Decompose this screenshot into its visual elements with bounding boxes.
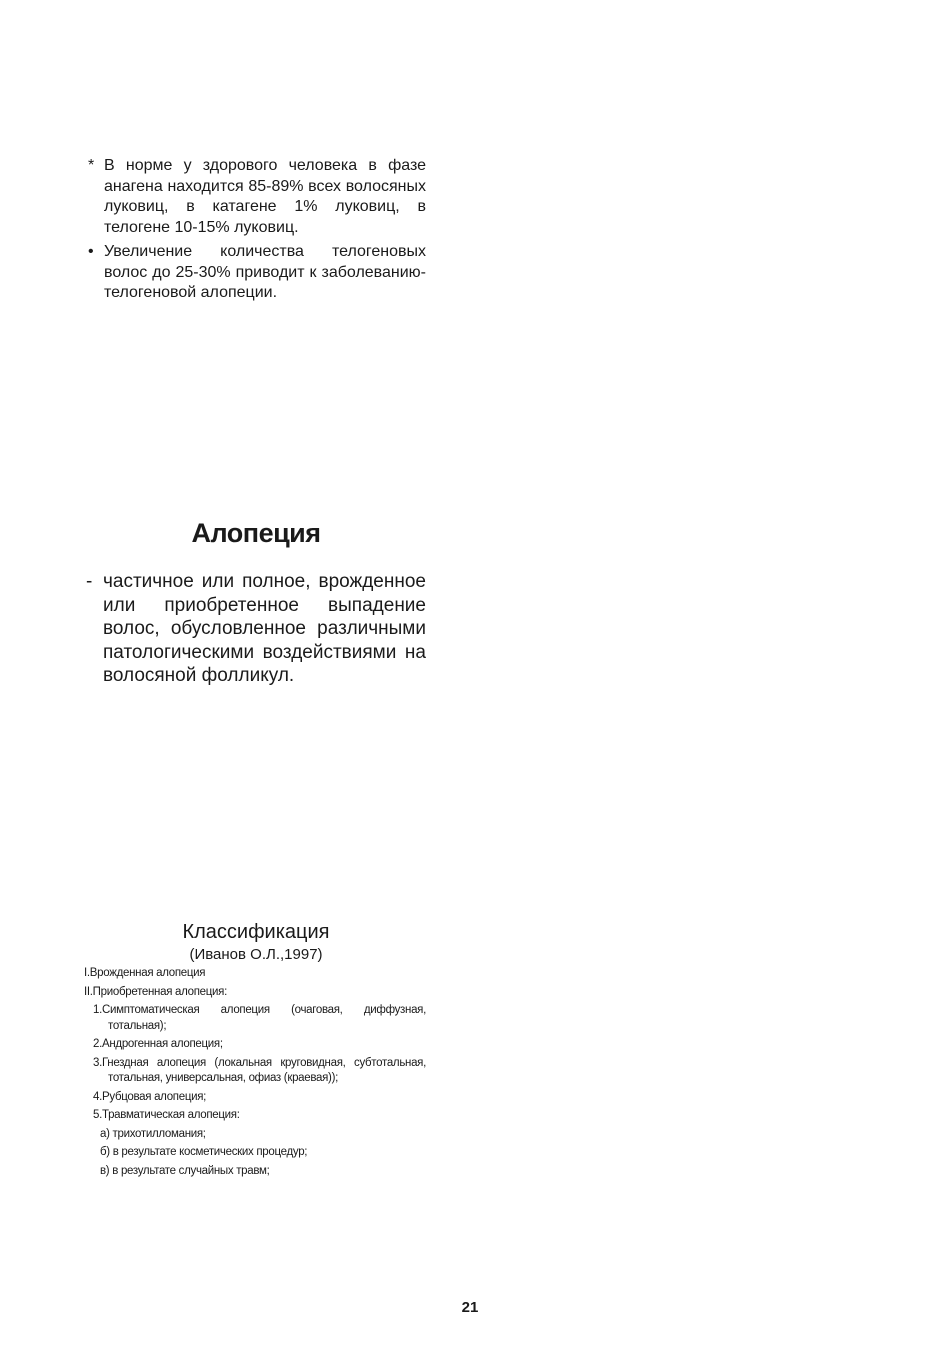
dash-marker: - (86, 571, 93, 592)
list-item (86, 242, 426, 304)
list-item: 5.Травматическая алопеция: (93, 1109, 240, 1121)
list-item: II.Приобретенная алопеция: (84, 985, 228, 998)
list-item: I.Врожденная алопеция (84, 967, 206, 979)
list-item (86, 156, 426, 238)
page-number: 21 (461, 1299, 479, 1316)
classification-list (84, 966, 426, 1182)
bullet-text: Увеличение количества телогеновых волос до 25-30% приводит к заболеванию- телогеновой алопеции. (104, 243, 426, 301)
list-item: в) в результате случайных травм; (100, 1164, 270, 1177)
list-item: 4.Рубцовая алопеция; (93, 1090, 207, 1103)
definition-body (86, 570, 426, 688)
bullet-text: В норме у здорового человека в фазе анагена находится 85-89% всех волосяных луковиц, в катагене 1% луковиц, в телогене 10-15% луковиц. (104, 157, 426, 236)
list-item: б) в результате косметических процедур; (100, 1146, 308, 1158)
list-item: а) трихотилломания; (100, 1127, 206, 1140)
bullet-list (86, 156, 426, 308)
list-item: 3.Гнездная алопеция (локальная круговидная, субтотальная, тотальная, универсальная, офиаз (краевая)); (93, 1056, 426, 1084)
list-item: 1.Симптоматическая алопеция (очаговая, диффузная, тотальная); (93, 1004, 426, 1032)
definition-text: частичное или полное, врожденное или приобретенное выпадение волос, обусловленное различными патологическими воздействиями на волосяной фолликул. (103, 571, 426, 686)
classification-subtitle: (Иванов О.Л.,1997) (189, 946, 323, 963)
list-item: 2.Андрогенная алопеция; (93, 1038, 223, 1050)
classification-title: Классификация (182, 921, 330, 943)
section-heading: Алопеция (191, 518, 321, 548)
definition-item (86, 570, 426, 688)
asterisk-marker: * (88, 157, 95, 174)
bullet-marker: • (88, 243, 94, 260)
